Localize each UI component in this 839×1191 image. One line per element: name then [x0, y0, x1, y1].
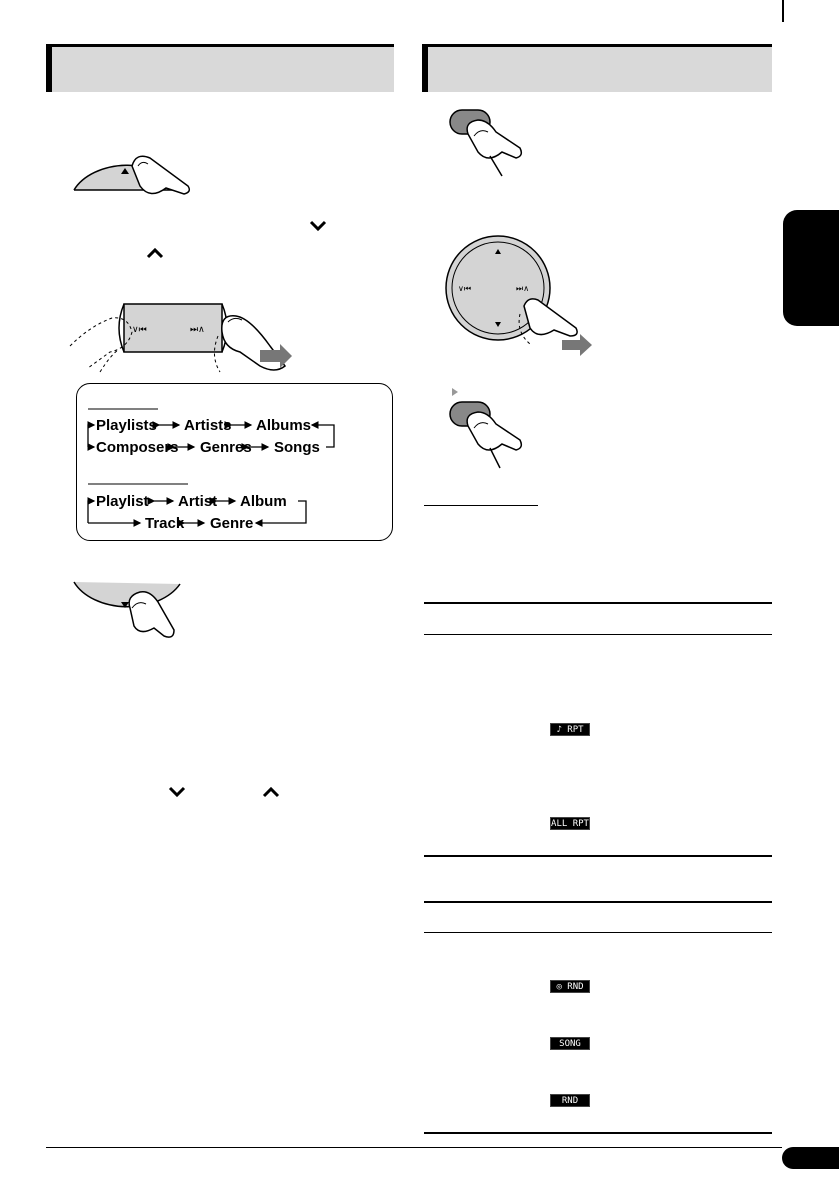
skip-buttons-slide-illustration: [70, 296, 310, 376]
seq-item-artists: Artists: [184, 417, 232, 434]
seq-item-composers: Composers: [96, 439, 179, 456]
table-rule-2: [424, 634, 772, 635]
table-rule-4: [424, 901, 772, 903]
footer-rule: [46, 1147, 782, 1148]
table-rule-3: [424, 855, 772, 857]
subheading-underline: [424, 505, 538, 506]
chevron-up-icon: [146, 247, 164, 259]
one-repeat-indicator: ♪ RPT: [550, 723, 590, 736]
top-edge-bar: [782, 0, 784, 22]
seq-item-artist: Artist: [178, 493, 218, 510]
seq-item-albums: Albums: [256, 417, 312, 434]
language-tab: [783, 210, 839, 326]
press-up-button-illustration: [70, 148, 200, 208]
seq-item-songs: Songs: [274, 439, 320, 456]
song-random-indicator: SONG RND: [550, 1037, 590, 1050]
svg-text:∨⏮: ∨⏮: [132, 325, 147, 335]
table-rule-6: [424, 1132, 772, 1134]
svg-text:⏭∧: ⏭∧: [190, 325, 205, 335]
press-down-button-illustration: [70, 578, 200, 648]
random-indicator: RND: [550, 1094, 590, 1107]
seq-item-album: Album: [240, 493, 287, 510]
control-dial-illustration: [446, 232, 606, 362]
seq-item-genres: Genres: [200, 439, 252, 456]
svg-text:⏭∧: ⏭∧: [516, 284, 530, 293]
seq-item-genre: Genre: [210, 515, 254, 532]
press-menu-button-illustration: [440, 108, 530, 180]
seq-item-track: Track: [145, 515, 185, 532]
album-random-indicator: ◎ RND: [550, 980, 590, 993]
section-header-right: [422, 44, 772, 92]
chevron-down-icon: [309, 220, 327, 232]
press-play-button-illustration: [440, 382, 530, 472]
table-rule-1: [424, 602, 772, 604]
seq-item-playlist: Playlist: [96, 493, 149, 510]
chevron-up-icon-2: [262, 786, 280, 798]
seq-item-playlists: Playlists: [96, 417, 157, 434]
svg-text:∨⏮: ∨⏮: [458, 284, 472, 293]
section-header-left: [46, 44, 394, 92]
chevron-down-icon-2: [168, 786, 186, 798]
table-rule-5: [424, 932, 772, 933]
all-repeat-indicator: ALL RPT: [551, 819, 589, 829]
page-number-tab: [782, 1147, 839, 1169]
menu-sequence-diagram: [76, 383, 393, 541]
